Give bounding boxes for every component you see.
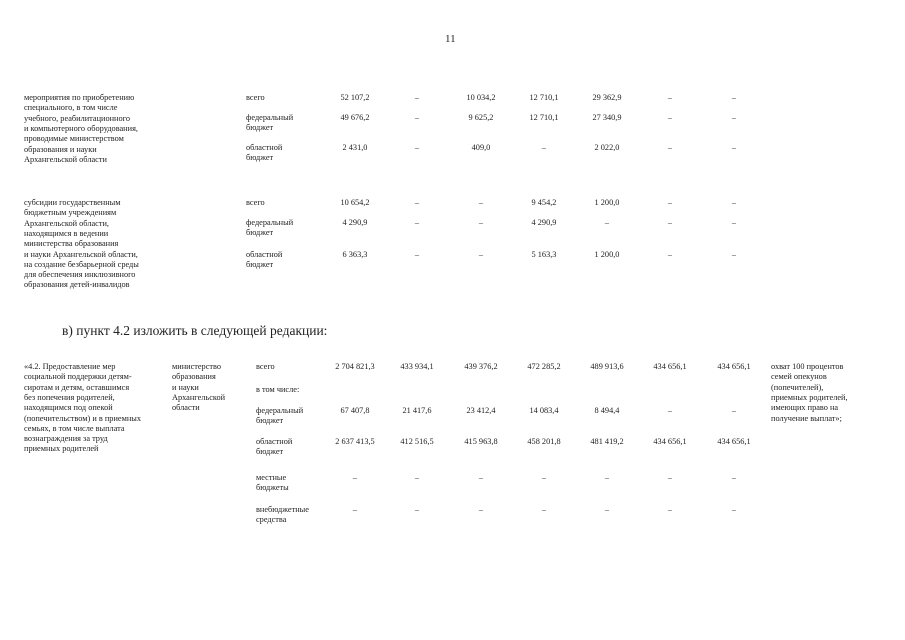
executor-line: министерство <box>172 362 222 371</box>
value-cell: 434 656,1 <box>717 362 751 371</box>
funding-source: бюджеты <box>256 483 289 493</box>
executor-line: образования <box>172 372 216 382</box>
value-cell: 10 654,2 <box>340 198 370 207</box>
value-cell: – <box>478 250 484 259</box>
value-cell: 409,0 <box>471 143 491 152</box>
description-line: министерства образования <box>24 239 119 249</box>
description-line: социальной поддержки детям- <box>24 372 132 382</box>
funding-source: бюджет <box>246 153 274 163</box>
result-line: охват 100 процентов <box>771 362 844 371</box>
value-cell: – <box>414 93 420 102</box>
value-cell: – <box>667 198 673 207</box>
value-cell: – <box>667 505 673 514</box>
description-line: «4.2. Предоставление мер <box>24 362 116 371</box>
description-line: (попечительством) и в приемных <box>24 413 141 423</box>
value-cell: – <box>731 473 737 482</box>
funding-source: внебюджетные <box>256 505 309 514</box>
description-line: субсидии государственным <box>24 198 121 207</box>
value-cell: – <box>731 406 737 415</box>
value-cell: – <box>352 473 358 482</box>
value-cell: 4 290,9 <box>342 218 368 227</box>
value-cell: – <box>414 113 420 122</box>
result-line: приемных родителей, <box>771 392 848 402</box>
result-line: имеющих право на <box>771 403 839 413</box>
value-cell: – <box>414 218 420 227</box>
value-cell: 5 163,3 <box>531 250 557 259</box>
value-cell: – <box>604 473 610 482</box>
value-cell: 67 407,8 <box>340 406 370 415</box>
value-cell: – <box>414 505 420 514</box>
value-cell: 481 419,2 <box>590 437 624 446</box>
value-cell: 458 201,8 <box>527 437 561 446</box>
value-cell: 2 431,0 <box>342 143 368 152</box>
description-line: сиротам и детям, оставшимся <box>24 382 130 392</box>
value-cell: – <box>667 473 673 482</box>
value-cell: – <box>541 143 547 152</box>
value-cell: 49 676,2 <box>340 113 370 122</box>
value-cell: – <box>478 218 484 227</box>
description-line: семьях, в том числе выплата <box>24 423 125 433</box>
value-cell: 489 913,6 <box>590 362 624 371</box>
value-cell: 21 417,6 <box>402 406 432 415</box>
description-line: образования и науки <box>24 144 97 154</box>
value-cell: – <box>667 113 673 122</box>
value-cell: 27 340,9 <box>592 113 622 122</box>
funding-source: средства <box>256 515 287 525</box>
value-cell: 2 022,0 <box>594 143 620 152</box>
value-cell: – <box>352 505 358 514</box>
description-line: без попечения родителей, <box>24 392 115 402</box>
funding-source: бюджет <box>256 447 284 457</box>
value-cell: 412 516,5 <box>400 437 434 446</box>
funding-source: федеральный <box>256 406 304 415</box>
funding-source: бюджет <box>246 123 274 133</box>
description-line: образования детей-инвалидов <box>24 280 130 290</box>
description-line: специального, в том числе <box>24 103 118 113</box>
funding-source: федеральный <box>246 218 294 227</box>
value-cell: – <box>667 218 673 227</box>
value-cell: 8 494,4 <box>594 406 620 415</box>
description-line: Архангельской области, <box>24 218 109 228</box>
value-cell: – <box>667 250 673 259</box>
value-cell: 415 963,8 <box>464 437 498 446</box>
description-line: вознаграждения за труд <box>24 434 108 444</box>
executor-line: Архангельской <box>172 392 226 402</box>
executor-line: области <box>172 403 200 413</box>
value-cell: 434 656,1 <box>717 437 751 446</box>
value-cell: 1 200,0 <box>594 198 620 207</box>
description-line: для обеспечения инклюзивного <box>24 270 136 280</box>
value-cell: 472 285,2 <box>527 362 561 371</box>
description-line: мероприятия по приобретению <box>24 93 135 102</box>
value-cell: 2 704 821,3 <box>335 362 375 371</box>
description-line: проводимые министерством <box>24 134 124 144</box>
description-line: учебного, реабилитационного <box>24 113 130 123</box>
value-cell: – <box>731 505 737 514</box>
value-cell: 9 625,2 <box>468 113 494 122</box>
section-heading: в) пункт 4.2 изложить в следующей редакции: <box>62 323 328 338</box>
value-cell: – <box>478 505 484 514</box>
description-line: и компьютерного оборудования, <box>24 123 138 133</box>
funding-source: всего <box>246 93 265 102</box>
page-number: 11 <box>445 33 456 45</box>
funding-source: всего <box>246 198 265 207</box>
value-cell: – <box>541 473 547 482</box>
value-cell: 434 656,1 <box>653 437 687 446</box>
value-cell: 52 107,2 <box>340 93 370 102</box>
executor-line: и науки <box>172 382 199 392</box>
value-cell: – <box>414 250 420 259</box>
funding-source: всего <box>256 362 275 371</box>
value-cell: 4 290,9 <box>531 218 557 227</box>
value-cell: 12 710,1 <box>529 113 559 122</box>
value-cell: – <box>667 143 673 152</box>
funding-source: областной <box>256 437 293 446</box>
value-cell: – <box>731 250 737 259</box>
description-line: приемных родителей <box>24 444 99 454</box>
value-cell: 14 083,4 <box>529 406 559 415</box>
funding-source: федеральный <box>246 113 294 122</box>
result-line: получение выплат»; <box>771 413 842 423</box>
description-line: и науки Архангельской области, <box>24 249 138 259</box>
description-line: бюджетным учреждениям <box>24 208 117 218</box>
value-cell: – <box>667 406 673 415</box>
value-cell: 2 637 413,5 <box>335 437 375 446</box>
funding-source: бюджет <box>246 260 274 270</box>
value-cell: 6 363,3 <box>342 250 368 259</box>
description-line: находящимся в ведении <box>24 228 109 238</box>
value-cell: 9 454,2 <box>531 198 557 207</box>
value-cell: – <box>414 473 420 482</box>
value-cell: – <box>604 218 610 227</box>
value-cell: 439 376,2 <box>464 362 498 371</box>
value-cell: – <box>731 93 737 102</box>
description-line: находящимся под опекой <box>24 403 113 413</box>
value-cell: – <box>414 143 420 152</box>
value-cell: – <box>731 113 737 122</box>
value-cell: 23 412,4 <box>466 406 496 415</box>
value-cell: – <box>731 218 737 227</box>
value-cell: 12 710,1 <box>529 93 559 102</box>
value-cell: 29 362,9 <box>592 93 622 102</box>
value-cell: – <box>667 93 673 102</box>
funding-source: в том числе: <box>256 385 300 394</box>
value-cell: 1 200,0 <box>594 250 620 259</box>
value-cell: 434 656,1 <box>653 362 687 371</box>
value-cell: – <box>478 198 484 207</box>
value-cell: – <box>604 505 610 514</box>
funding-source: областной <box>246 143 283 152</box>
result-line: семей опекунов <box>771 372 827 382</box>
funding-source: бюджет <box>256 416 284 426</box>
description-line: Архангельской области <box>24 154 107 164</box>
value-cell: 10 034,2 <box>466 93 496 102</box>
result-line: (попечителей), <box>771 382 824 392</box>
description-line: на создание безбарьерной среды <box>24 259 139 269</box>
value-cell: 433 934,1 <box>400 362 434 371</box>
value-cell: – <box>541 505 547 514</box>
funding-source: бюджет <box>246 228 274 238</box>
value-cell: – <box>478 473 484 482</box>
value-cell: – <box>731 198 737 207</box>
value-cell: – <box>414 198 420 207</box>
funding-source: местные <box>256 473 287 482</box>
funding-source: областной <box>246 250 283 259</box>
value-cell: – <box>731 143 737 152</box>
